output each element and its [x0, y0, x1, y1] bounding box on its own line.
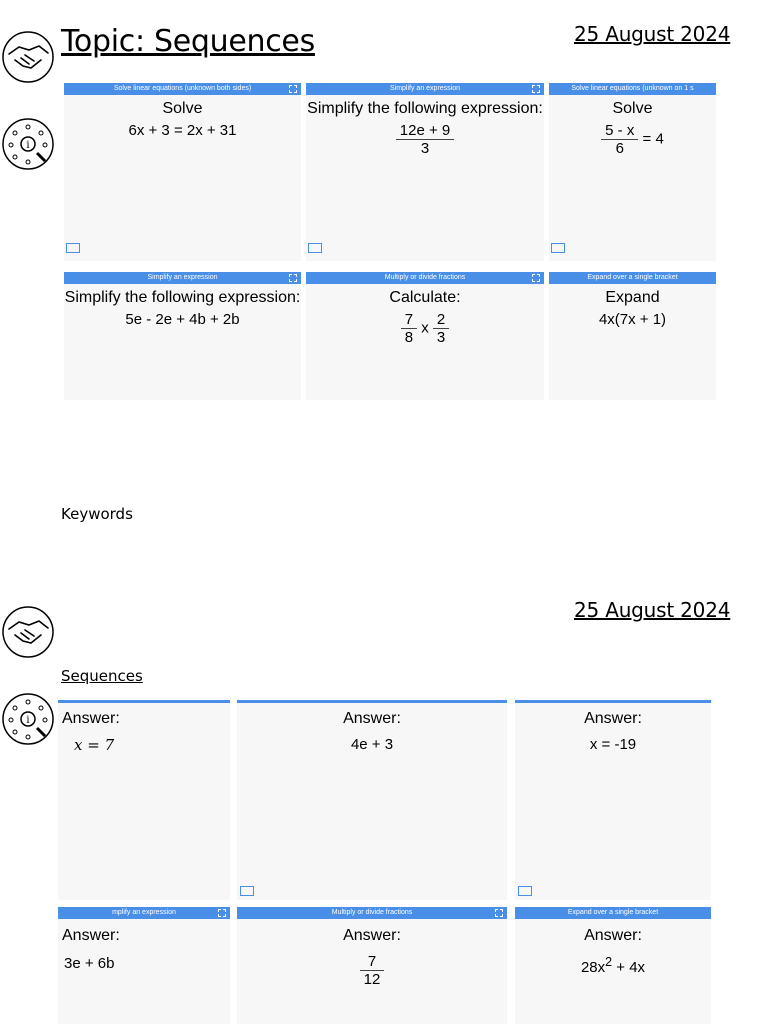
card-heading: Solve: [162, 100, 203, 117]
card-title: Solve linear equations (unknown on 1 s: [549, 83, 716, 95]
answer-value: [515, 955, 711, 976]
fraction: [601, 122, 638, 157]
card-heading: Simplify the following expression:: [307, 100, 543, 117]
expand-icon[interactable]: [532, 274, 540, 282]
card-expression: 5e - 2e + 4b + 2b: [125, 311, 240, 328]
answer-exponent: 2: [605, 955, 613, 969]
graph-icon[interactable]: [66, 243, 80, 253]
question-card-5[interactable]: [306, 272, 544, 400]
question-card-1[interactable]: [64, 83, 301, 261]
answer-card-1: [58, 700, 230, 900]
card-title: Simplify an expression: [306, 83, 544, 95]
date: 25 August 2024: [574, 598, 731, 622]
answer-heading: Answer:: [343, 927, 401, 944]
answer-card-2: [237, 700, 507, 900]
answer-heading: Answer:: [584, 927, 642, 944]
svg-text:i: i: [26, 715, 30, 726]
answer-card-3: [515, 700, 711, 900]
expand-icon[interactable]: [289, 274, 297, 282]
page-title: Topic: Sequences: [61, 24, 315, 59]
expand-icon[interactable]: [532, 85, 540, 93]
card-title: mplify an expression: [58, 907, 230, 919]
answer-card-5: [237, 907, 507, 1024]
answer-heading: Answer:: [584, 710, 642, 727]
fraction: [401, 311, 417, 346]
denominator: 3: [436, 329, 446, 346]
fraction: [433, 311, 449, 346]
keywords-label: Keywords: [61, 505, 133, 523]
question-card-3[interactable]: [549, 83, 716, 261]
answer-heading: Answer:: [343, 710, 401, 727]
fraction: [360, 953, 385, 988]
denominator: 3: [420, 140, 430, 157]
answer-rest: + 4x: [612, 959, 646, 976]
denominator: 6: [615, 140, 624, 157]
card-title: Multiply or divide fractions: [306, 272, 544, 284]
answer-value: x = 7: [74, 736, 115, 754]
operator: x: [421, 319, 429, 337]
expand-icon[interactable]: [218, 909, 226, 917]
answer-value: 3e + 6b: [64, 955, 115, 972]
question-card-4[interactable]: [64, 272, 301, 400]
info-network-icon: [1, 692, 55, 746]
graph-icon[interactable]: [551, 243, 565, 253]
card-heading: Simplify the following expression:: [64, 289, 301, 306]
answer-card-4: [58, 907, 230, 1024]
card-title: Expand over a single bracket: [549, 272, 716, 284]
expand-icon[interactable]: [289, 85, 297, 93]
sequences-label: Sequences: [61, 667, 143, 685]
fraction: [396, 122, 454, 157]
graph-icon[interactable]: [240, 886, 254, 896]
numerator: 7: [401, 311, 417, 329]
numerator: 5 - x: [601, 122, 638, 140]
card-title: Multiply or divide fractions: [237, 907, 507, 919]
card-heading: Expand: [605, 289, 660, 306]
answer-value: 4e + 3: [350, 736, 394, 753]
card-heading: Calculate:: [389, 289, 461, 306]
answer-value: x = -19: [589, 736, 637, 753]
expand-icon[interactable]: [495, 909, 503, 917]
handshake-icon: [1, 30, 55, 84]
answer-main: 28x: [580, 959, 606, 976]
answer-card-6: [515, 907, 711, 1024]
card-title: Solve linear equations (unknown both sides): [64, 83, 301, 95]
card-expression: 4x(7x + 1): [598, 311, 667, 328]
card-heading: Solve: [612, 100, 653, 117]
numerator: 2: [433, 311, 449, 329]
denominator: 12: [363, 971, 381, 988]
handshake-icon: [1, 605, 55, 659]
graph-icon[interactable]: [518, 886, 532, 896]
question-card-6[interactable]: [549, 272, 716, 400]
card-expression: 6x + 3 = 2x + 31: [128, 122, 237, 139]
numerator: 7: [360, 953, 385, 971]
answer-heading: Answer:: [62, 710, 120, 727]
question-card-2[interactable]: [306, 83, 544, 261]
svg-text:i: i: [26, 140, 30, 151]
answer-heading: Answer:: [62, 927, 120, 944]
rhs: = 4: [642, 130, 664, 148]
graph-icon[interactable]: [308, 243, 322, 253]
card-title: Expand over a single bracket: [515, 907, 711, 919]
numerator: 12e + 9: [396, 122, 454, 140]
card-title: Simplify an expression: [64, 272, 301, 284]
date: 25 August 2024: [574, 22, 731, 46]
info-network-icon: [1, 117, 55, 171]
denominator: 8: [404, 329, 414, 346]
